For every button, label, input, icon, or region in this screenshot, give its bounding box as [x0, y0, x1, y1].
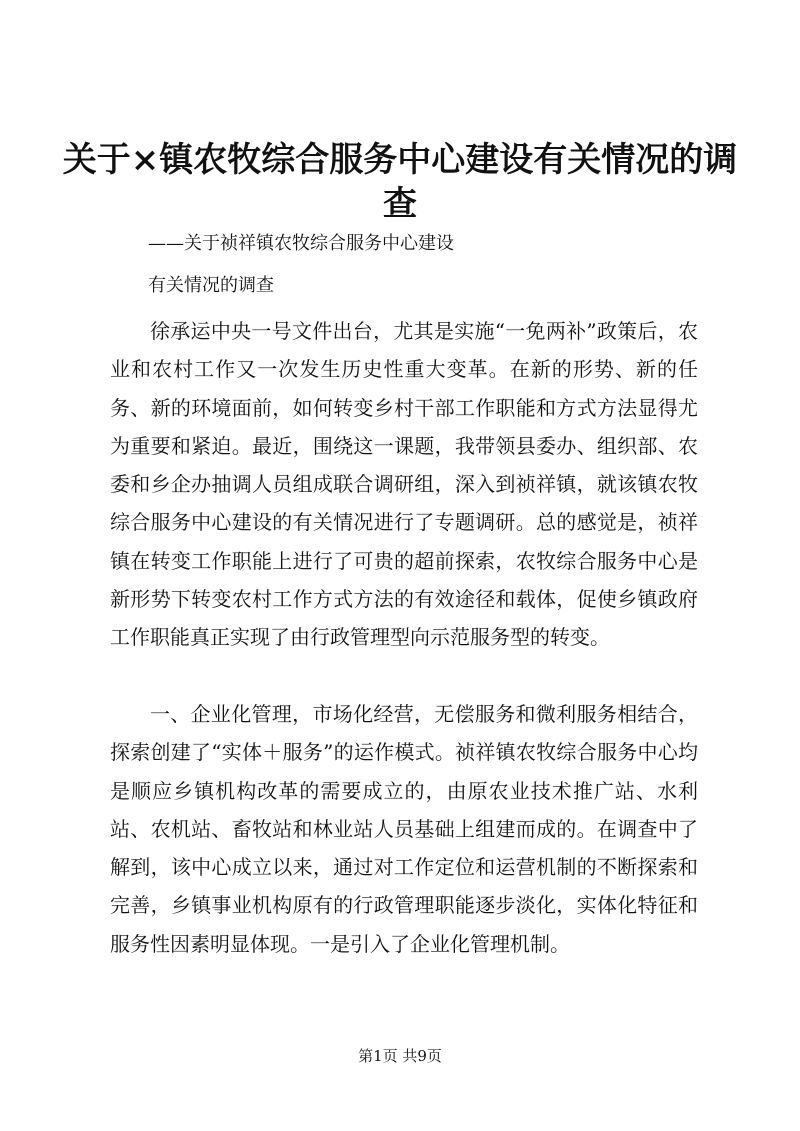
- subtitle-line-1: ——关于祯祥镇农牧综合服务中心建设: [148, 233, 454, 254]
- document-title: 关于×镇农牧综合服务中心建设有关情况的调查: [62, 140, 738, 224]
- page-footer: 第1页 共9页: [358, 1047, 442, 1065]
- body-paragraph-2: 一、企业化管理，市场化经营，无偿服务和微利服务相结合，探索创建了“实体＋服务”的运作模式。祯祥镇农牧综合服务中心均是顺应乡镇机构改革的需要成立的，由原农业技术推广站、水利站、农机站、畜牧站和林业站人员基础上组建而成的。在调查中了解到，该中心成立以来，通过对工作定位和运营机制的不断探索和完善，乡镇事业机构原有的行政管理职能逐步淡化，实体化特征和服务性因素明显体现。一是引入了企业化管理机制。: [110, 702, 698, 956]
- body-paragraph-1: 徐承运中央一号文件出台，尤其是实施“一免两补”政策后，农业和农村工作又一次发生历史性重大变革。在新的形势、新的任务、新的环境面前，如何转变乡村干部工作职能和方式方法显得尤为重要和紧迫。最近，围绕这一课题，我带领县委办、组织部、农委和乡企办抽调人员组成联合调研组，深入到祯祥镇，就该镇农牧综合服务中心建设的有关情况进行了专题调研。总的感觉是，祯祥镇在转变工作职能上进行了可贵的超前探索，农牧综合服务中心是新形势下转变农村工作方式方法的有效途径和载体，促使乡镇政府工作职能真正实现了由行政管理型向示范服务型的转变。: [110, 319, 698, 650]
- subtitle-line-2: 有关情况的调查: [148, 275, 274, 296]
